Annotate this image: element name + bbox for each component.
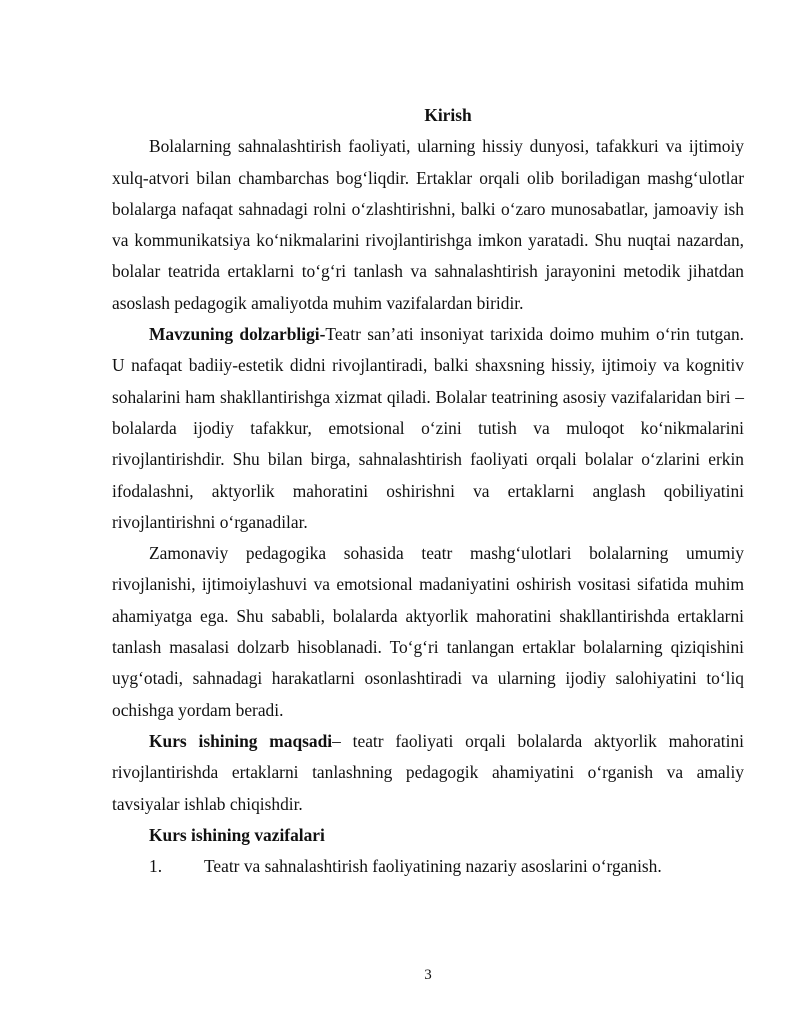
relevance-text: Teatr san’ati insoniyat tarixida doimo muhim o‘rin tutgan. U nafaqat badiiy-estetik didni rivojlantiradi, balki shaxsning hissiy, ijtimoiy va kognitiv sohalarini ham shakllantirishga xizmat qiladi. Bolalar teatrining asosiy vazifalaridan biri – bolalarda ijodiy tafakkur, emotsional o‘zini tutish va muloqot ko‘nikmalarini rivojlantirishdir. Shu bilan birga, sahnalashtirish faoliyati orqali bolalar o‘zlarini erkin ifodalashni, aktyorlik mahoratini oshirishni va ertaklarni anglash qobiliyatini rivojlantirishni o‘rganadilar. [112, 324, 744, 532]
goal-paragraph [112, 726, 744, 820]
relevance-paragraph [112, 319, 744, 538]
page-number: 3 [424, 967, 432, 983]
goal-heading: Kurs ishining maqsadi [149, 730, 333, 751]
section-title: Kirish [424, 105, 472, 125]
relevance-heading: Mavzuning dolzarbligi- [149, 324, 326, 345]
task-number: 1. [149, 856, 163, 877]
tasks-heading: Kurs ishining vazifalari [149, 824, 325, 845]
document-page [112, 100, 744, 882]
goal-text: – teatr faoliyati orqali bolalarda aktyorlik mahoratini rivojlantirishda ertaklarni tanlashning pedagogik ahamiyatini o‘rganish va amaliy tavsiyalar ishlab chiqishdir. [112, 730, 744, 814]
intro-paragraph: Bolalarning sahnalashtirish faoliyati, ularning hissiy dunyosi, tafakkuri va ijtimoiy xulq-atvori bilan chambarchas bog‘liqdir. Ertaklar orqali olib boriladigan mashg‘ulotlar bolalarga nafaqat sahnadagi rolni o‘zlashtirishni, balki o‘zaro munosabatlar, jamoaviy ish va kommunikatsiya ko‘nikmalarini rivojlantirishga imkon yaratadi. Shu nuqtai nazardan, bolalar teatrida ertaklarni to‘g‘ri tanlash va sahnalashtirish jarayonini metodik jihatdan asoslash pedagogik amaliyotda muhim vazifalardan biridir. [112, 136, 744, 313]
task-list-item [112, 851, 744, 882]
task-text: Teatr va sahnalashtirish faoliyatining nazariy asoslarini o‘rganish. [204, 856, 662, 877]
modern-pedagogy-paragraph: Zamonaviy pedagogika sohasida teatr mashg‘ulotlari bolalarning umumiy rivojlanishi, ijtimoiylashuvi va emotsional madaniyatini oshirish vositasi sifatida muhim ahamiyatga ega. Shu sababli, bolalarda aktyorlik mahoratini shakllantirishda ertaklarni tanlash masalasi dolzarb hisoblanadi. To‘g‘ri tanlangan ertaklar bolalarning qiziqishini uyg‘otadi, sahnadagi harakatlarni osonlashtiradi va ularning ijodiy salohiyatini to‘liq ochishga yordam beradi. [112, 543, 744, 720]
